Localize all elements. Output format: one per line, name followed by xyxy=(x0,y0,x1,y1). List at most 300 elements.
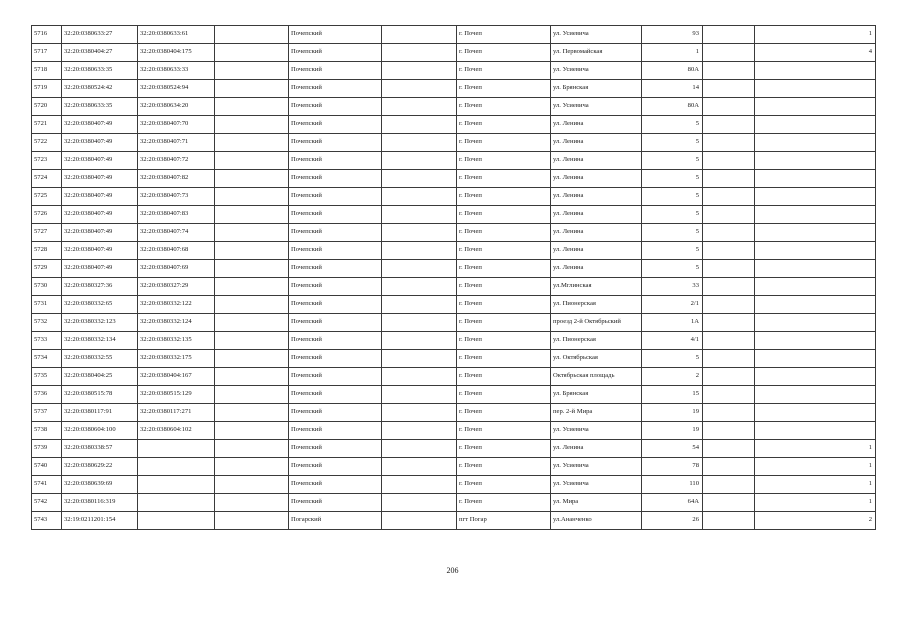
empty-cell xyxy=(382,242,457,260)
empty-cell xyxy=(215,224,289,242)
object-number-cell: 32:20:0380117:271 xyxy=(138,404,215,422)
empty-cell xyxy=(703,242,755,260)
street-cell: ул. Ленина xyxy=(551,242,642,260)
town-cell: г. Почеп xyxy=(457,296,551,314)
table-row xyxy=(32,242,876,260)
cadastral-number-cell: 32:20:0380332:123 xyxy=(62,314,138,332)
count-cell xyxy=(755,260,876,278)
empty-cell xyxy=(382,404,457,422)
empty-cell xyxy=(382,224,457,242)
count-cell xyxy=(755,404,876,422)
street-cell: ул. Усиевича xyxy=(551,476,642,494)
cadastral-number-cell: 32:20:0380633:35 xyxy=(62,98,138,116)
empty-cell xyxy=(382,44,457,62)
cadastral-number-cell: 32:20:0380407:49 xyxy=(62,188,138,206)
empty-cell xyxy=(382,386,457,404)
object-number-cell: 32:20:0380634:20 xyxy=(138,98,215,116)
row-number-cell: 5730 xyxy=(32,278,62,296)
street-cell: ул. Ленина xyxy=(551,170,642,188)
empty-cell xyxy=(703,116,755,134)
table-row xyxy=(32,152,876,170)
object-number-cell: 32:20:0380407:69 xyxy=(138,260,215,278)
town-cell: г. Почеп xyxy=(457,80,551,98)
empty-cell xyxy=(703,494,755,512)
table-row xyxy=(32,206,876,224)
empty-cell xyxy=(215,134,289,152)
object-number-cell: 32:20:0380407:72 xyxy=(138,152,215,170)
district-cell: Почепский xyxy=(289,134,382,152)
town-cell: г. Почеп xyxy=(457,62,551,80)
street-cell: ул. Усиевича xyxy=(551,458,642,476)
object-number-cell: 32:20:0380407:74 xyxy=(138,224,215,242)
count-cell xyxy=(755,80,876,98)
object-number-cell: 32:20:0380407:71 xyxy=(138,134,215,152)
cadastral-number-cell: 32:20:0380407:49 xyxy=(62,152,138,170)
house-number-cell: 5 xyxy=(642,188,703,206)
empty-cell xyxy=(382,152,457,170)
town-cell: г. Почеп xyxy=(457,386,551,404)
cadastral-number-cell: 32:20:0380116:319 xyxy=(62,494,138,512)
table-row xyxy=(32,422,876,440)
town-cell: г. Почеп xyxy=(457,188,551,206)
street-cell: ул. Ленина xyxy=(551,134,642,152)
empty-cell xyxy=(382,422,457,440)
street-cell: ул. Усиевича xyxy=(551,98,642,116)
empty-cell xyxy=(215,386,289,404)
empty-cell xyxy=(215,296,289,314)
town-cell: г. Почеп xyxy=(457,206,551,224)
street-cell: ул. Ленина xyxy=(551,224,642,242)
empty-cell xyxy=(215,242,289,260)
house-number-cell: 93 xyxy=(642,26,703,44)
district-cell: Почепский xyxy=(289,278,382,296)
row-number-cell: 5719 xyxy=(32,80,62,98)
street-cell: пер. 2-й Мира xyxy=(551,404,642,422)
empty-cell xyxy=(215,206,289,224)
street-cell: ул. Первомайская xyxy=(551,44,642,62)
empty-cell xyxy=(382,116,457,134)
house-number-cell: 5 xyxy=(642,350,703,368)
house-number-cell: 33 xyxy=(642,278,703,296)
empty-cell xyxy=(215,314,289,332)
row-number-cell: 5738 xyxy=(32,422,62,440)
street-cell: ул. Ленина xyxy=(551,116,642,134)
empty-cell xyxy=(382,134,457,152)
row-number-cell: 5729 xyxy=(32,260,62,278)
empty-cell xyxy=(382,332,457,350)
house-number-cell: 1А xyxy=(642,314,703,332)
empty-cell xyxy=(703,404,755,422)
table-row xyxy=(32,116,876,134)
empty-cell xyxy=(703,422,755,440)
row-number-cell: 5726 xyxy=(32,206,62,224)
count-cell xyxy=(755,242,876,260)
table-row xyxy=(32,386,876,404)
empty-cell xyxy=(215,332,289,350)
row-number-cell: 5743 xyxy=(32,512,62,530)
object-number-cell: 32:20:0380407:68 xyxy=(138,242,215,260)
district-cell: Почепский xyxy=(289,314,382,332)
row-number-cell: 5725 xyxy=(32,188,62,206)
house-number-cell: 5 xyxy=(642,116,703,134)
count-cell xyxy=(755,422,876,440)
empty-cell xyxy=(215,278,289,296)
district-cell: Почепский xyxy=(289,152,382,170)
object-number-cell: 32:20:0380332:175 xyxy=(138,350,215,368)
empty-cell xyxy=(215,422,289,440)
town-cell: г. Почеп xyxy=(457,242,551,260)
street-cell: ул. Ленина xyxy=(551,188,642,206)
register-table xyxy=(31,25,876,530)
row-number-cell: 5735 xyxy=(32,368,62,386)
house-number-cell: 64А xyxy=(642,494,703,512)
district-cell: Почепский xyxy=(289,26,382,44)
cadastral-number-cell: 32:20:0380524:42 xyxy=(62,80,138,98)
district-cell: Почепский xyxy=(289,332,382,350)
town-cell: г. Почеп xyxy=(457,368,551,386)
district-cell: Почепский xyxy=(289,260,382,278)
street-cell: ул. Пионерская xyxy=(551,296,642,314)
empty-cell xyxy=(382,296,457,314)
street-cell: ул. Ленина xyxy=(551,260,642,278)
district-cell: Почепский xyxy=(289,440,382,458)
count-cell xyxy=(755,368,876,386)
count-cell: 1 xyxy=(755,458,876,476)
district-cell: Почепский xyxy=(289,80,382,98)
empty-cell xyxy=(215,62,289,80)
row-number-cell: 5733 xyxy=(32,332,62,350)
row-number-cell: 5739 xyxy=(32,440,62,458)
town-cell: г. Почеп xyxy=(457,224,551,242)
count-cell xyxy=(755,350,876,368)
street-cell: ул. Усиевича xyxy=(551,26,642,44)
object-number-cell: 32:20:0380327:29 xyxy=(138,278,215,296)
empty-cell xyxy=(382,26,457,44)
street-cell: ул. Ленина xyxy=(551,152,642,170)
count-cell xyxy=(755,62,876,80)
house-number-cell: 2/1 xyxy=(642,296,703,314)
town-cell: г. Почеп xyxy=(457,350,551,368)
table-row xyxy=(32,350,876,368)
town-cell: г. Почеп xyxy=(457,98,551,116)
street-cell: ул. Ленина xyxy=(551,440,642,458)
house-number-cell: 5 xyxy=(642,260,703,278)
empty-cell xyxy=(215,440,289,458)
house-number-cell: 26 xyxy=(642,512,703,530)
empty-cell xyxy=(382,206,457,224)
house-number-cell: 5 xyxy=(642,152,703,170)
count-cell xyxy=(755,278,876,296)
empty-cell xyxy=(382,440,457,458)
empty-cell xyxy=(703,296,755,314)
object-number-cell: 32:20:0380404:175 xyxy=(138,44,215,62)
empty-cell xyxy=(703,368,755,386)
street-cell: проезд 2-й Октябрьский xyxy=(551,314,642,332)
row-number-cell: 5728 xyxy=(32,242,62,260)
table-row xyxy=(32,188,876,206)
empty-cell xyxy=(382,476,457,494)
house-number-cell: 110 xyxy=(642,476,703,494)
house-number-cell: 14 xyxy=(642,80,703,98)
object-number-cell: 32:20:0380524:94 xyxy=(138,80,215,98)
empty-cell xyxy=(215,458,289,476)
house-number-cell: 4/1 xyxy=(642,332,703,350)
town-cell: г. Почеп xyxy=(457,332,551,350)
town-cell: г. Почеп xyxy=(457,152,551,170)
count-cell xyxy=(755,170,876,188)
empty-cell xyxy=(215,44,289,62)
street-cell: ул. Брянская xyxy=(551,386,642,404)
object-number-cell: 32:20:0380604:102 xyxy=(138,422,215,440)
district-cell: Почепский xyxy=(289,476,382,494)
cadastral-number-cell: 32:20:0380327:36 xyxy=(62,278,138,296)
empty-cell xyxy=(703,386,755,404)
district-cell: Почепский xyxy=(289,368,382,386)
table-row xyxy=(32,170,876,188)
empty-cell xyxy=(382,458,457,476)
empty-cell xyxy=(703,134,755,152)
empty-cell xyxy=(703,476,755,494)
district-cell: Почепский xyxy=(289,206,382,224)
cadastral-number-cell: 32:20:0380332:134 xyxy=(62,332,138,350)
empty-cell xyxy=(382,512,457,530)
cadastral-number-cell: 32:20:0380639:69 xyxy=(62,476,138,494)
row-number-cell: 5727 xyxy=(32,224,62,242)
empty-cell xyxy=(703,170,755,188)
district-cell: Почепский xyxy=(289,224,382,242)
empty-cell xyxy=(382,170,457,188)
row-number-cell: 5716 xyxy=(32,26,62,44)
cadastral-number-cell: 32:20:0380404:27 xyxy=(62,44,138,62)
empty-cell xyxy=(215,350,289,368)
table-row xyxy=(32,80,876,98)
empty-cell xyxy=(703,26,755,44)
street-cell: ул. Усиевича xyxy=(551,62,642,80)
town-cell: г. Почеп xyxy=(457,134,551,152)
table-row xyxy=(32,368,876,386)
count-cell: 1 xyxy=(755,494,876,512)
town-cell: г. Почеп xyxy=(457,494,551,512)
object-number-cell: 32:20:0380407:70 xyxy=(138,116,215,134)
empty-cell xyxy=(703,188,755,206)
object-number-cell xyxy=(138,476,215,494)
object-number-cell: 32:20:0380404:167 xyxy=(138,368,215,386)
house-number-cell: 5 xyxy=(642,170,703,188)
table-row xyxy=(32,404,876,422)
table-row xyxy=(32,134,876,152)
district-cell: Почепский xyxy=(289,386,382,404)
cadastral-number-cell: 32:20:0380332:65 xyxy=(62,296,138,314)
street-cell: ул. Мира xyxy=(551,494,642,512)
row-number-cell: 5718 xyxy=(32,62,62,80)
count-cell: 1 xyxy=(755,26,876,44)
table-row xyxy=(32,224,876,242)
town-cell: г. Почеп xyxy=(457,422,551,440)
empty-cell xyxy=(215,260,289,278)
empty-cell xyxy=(703,278,755,296)
table-row xyxy=(32,440,876,458)
town-cell: г. Почеп xyxy=(457,458,551,476)
table-row xyxy=(32,278,876,296)
town-cell: г. Почеп xyxy=(457,278,551,296)
empty-cell xyxy=(215,188,289,206)
district-cell: Почепский xyxy=(289,494,382,512)
district-cell: Почепский xyxy=(289,296,382,314)
object-number-cell: 32:20:0380332:122 xyxy=(138,296,215,314)
cadastral-number-cell: 32:19:0211201:154 xyxy=(62,512,138,530)
cadastral-number-cell: 32:20:0380407:49 xyxy=(62,206,138,224)
count-cell xyxy=(755,116,876,134)
district-cell: Почепский xyxy=(289,170,382,188)
district-cell: Погарский xyxy=(289,512,382,530)
cadastral-number-cell: 32:20:0380332:55 xyxy=(62,350,138,368)
empty-cell xyxy=(703,152,755,170)
cadastral-number-cell: 32:20:0380407:49 xyxy=(62,260,138,278)
empty-cell xyxy=(215,116,289,134)
house-number-cell: 5 xyxy=(642,206,703,224)
empty-cell xyxy=(382,494,457,512)
district-cell: Почепский xyxy=(289,458,382,476)
row-number-cell: 5723 xyxy=(32,152,62,170)
house-number-cell: 19 xyxy=(642,404,703,422)
empty-cell xyxy=(703,314,755,332)
count-cell xyxy=(755,134,876,152)
cadastral-number-cell: 32:20:0380407:49 xyxy=(62,134,138,152)
row-number-cell: 5734 xyxy=(32,350,62,368)
empty-cell xyxy=(215,26,289,44)
empty-cell xyxy=(215,368,289,386)
town-cell: г. Почеп xyxy=(457,476,551,494)
object-number-cell: 32:20:0380407:83 xyxy=(138,206,215,224)
cadastral-number-cell: 32:20:0380117:91 xyxy=(62,404,138,422)
town-cell: г. Почеп xyxy=(457,44,551,62)
house-number-cell: 54 xyxy=(642,440,703,458)
empty-cell xyxy=(215,494,289,512)
cadastral-number-cell: 32:20:0380633:27 xyxy=(62,26,138,44)
street-cell: ул. Октябрьская xyxy=(551,350,642,368)
empty-cell xyxy=(703,62,755,80)
empty-cell xyxy=(215,170,289,188)
street-cell: ул.Мглинская xyxy=(551,278,642,296)
town-cell: г. Почеп xyxy=(457,440,551,458)
empty-cell xyxy=(215,152,289,170)
house-number-cell: 5 xyxy=(642,224,703,242)
table-row xyxy=(32,62,876,80)
row-number-cell: 5722 xyxy=(32,134,62,152)
table-row xyxy=(32,512,876,530)
empty-cell xyxy=(382,188,457,206)
house-number-cell: 2 xyxy=(642,368,703,386)
count-cell xyxy=(755,296,876,314)
count-cell xyxy=(755,188,876,206)
town-cell: г. Почеп xyxy=(457,260,551,278)
empty-cell xyxy=(703,332,755,350)
object-number-cell: 32:20:0380515:129 xyxy=(138,386,215,404)
row-number-cell: 5737 xyxy=(32,404,62,422)
cadastral-number-cell: 32:20:0380604:100 xyxy=(62,422,138,440)
house-number-cell: 1 xyxy=(642,44,703,62)
empty-cell xyxy=(382,62,457,80)
table-row xyxy=(32,296,876,314)
object-number-cell xyxy=(138,458,215,476)
house-number-cell: 80А xyxy=(642,98,703,116)
object-number-cell xyxy=(138,440,215,458)
row-number-cell: 5724 xyxy=(32,170,62,188)
empty-cell xyxy=(703,440,755,458)
table-row xyxy=(32,26,876,44)
table-row xyxy=(32,260,876,278)
town-cell: г. Почеп xyxy=(457,26,551,44)
table-row xyxy=(32,332,876,350)
empty-cell xyxy=(215,476,289,494)
house-number-cell: 5 xyxy=(642,242,703,260)
table-row xyxy=(32,458,876,476)
count-cell xyxy=(755,98,876,116)
street-cell: ул. Ленина xyxy=(551,206,642,224)
empty-cell xyxy=(703,98,755,116)
district-cell: Почепский xyxy=(289,188,382,206)
count-cell: 1 xyxy=(755,440,876,458)
empty-cell xyxy=(703,44,755,62)
empty-cell xyxy=(382,98,457,116)
object-number-cell: 32:20:0380407:82 xyxy=(138,170,215,188)
cadastral-number-cell: 32:20:0380407:49 xyxy=(62,116,138,134)
empty-cell xyxy=(382,80,457,98)
object-number-cell: 32:20:0380332:135 xyxy=(138,332,215,350)
street-cell: Октябрьская площадь xyxy=(551,368,642,386)
empty-cell xyxy=(703,80,755,98)
object-number-cell: 32:20:0380407:73 xyxy=(138,188,215,206)
table-row xyxy=(32,476,876,494)
empty-cell xyxy=(382,350,457,368)
row-number-cell: 5740 xyxy=(32,458,62,476)
count-cell: 1 xyxy=(755,476,876,494)
street-cell: ул. Брянская xyxy=(551,80,642,98)
town-cell: г. Почеп xyxy=(457,170,551,188)
count-cell xyxy=(755,206,876,224)
empty-cell xyxy=(703,260,755,278)
empty-cell xyxy=(215,98,289,116)
empty-cell xyxy=(382,314,457,332)
row-number-cell: 5741 xyxy=(32,476,62,494)
table-row xyxy=(32,314,876,332)
table-row xyxy=(32,44,876,62)
count-cell: 2 xyxy=(755,512,876,530)
count-cell xyxy=(755,332,876,350)
table-row xyxy=(32,494,876,512)
count-cell xyxy=(755,314,876,332)
house-number-cell: 19 xyxy=(642,422,703,440)
town-cell: пгт Погар xyxy=(457,512,551,530)
district-cell: Почепский xyxy=(289,98,382,116)
district-cell: Почепский xyxy=(289,116,382,134)
district-cell: Почепский xyxy=(289,404,382,422)
count-cell xyxy=(755,386,876,404)
cadastral-number-cell: 32:20:0380407:49 xyxy=(62,242,138,260)
empty-cell xyxy=(703,224,755,242)
district-cell: Почепский xyxy=(289,62,382,80)
empty-cell xyxy=(703,458,755,476)
district-cell: Почепский xyxy=(289,350,382,368)
object-number-cell xyxy=(138,512,215,530)
object-number-cell xyxy=(138,494,215,512)
house-number-cell: 78 xyxy=(642,458,703,476)
row-number-cell: 5721 xyxy=(32,116,62,134)
row-number-cell: 5731 xyxy=(32,296,62,314)
cadastral-number-cell: 32:20:0380407:49 xyxy=(62,170,138,188)
cadastral-number-cell: 32:20:0380629:22 xyxy=(62,458,138,476)
empty-cell xyxy=(382,260,457,278)
